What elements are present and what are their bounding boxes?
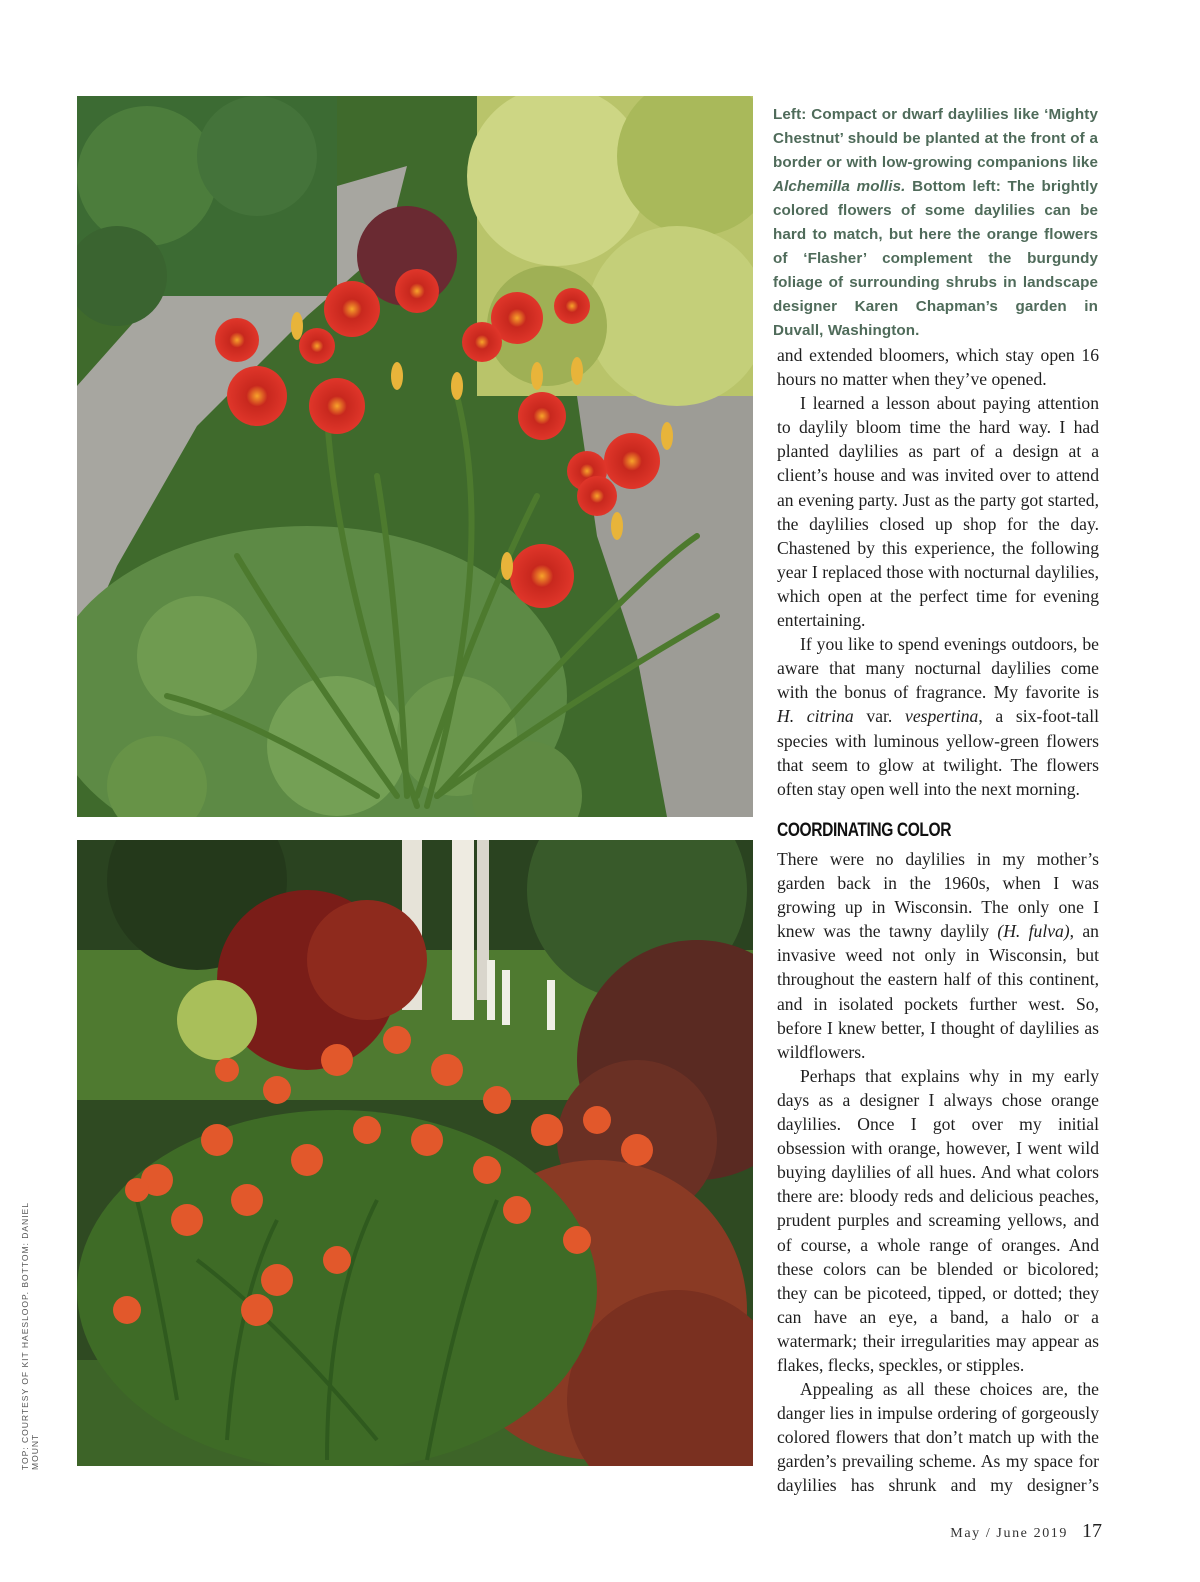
caption-text-2: Bottom left: The brightly colored flowers of some daylilies can be hard to match, but here the orange flowers of ‘Flasher’ complement the burgundy foliage of surrounding shrubs in landscape designer Karen Chapman’s garden in Duvall, Washington. (773, 178, 1098, 339)
paragraph-text: There were no daylilies in my mother’s garden back in the 1960s, when I was growing up in Wisconsin. The only one I knew was the tawny daylily (777, 849, 1099, 942)
page-number: 17 (1082, 1520, 1102, 1542)
photo-daylilies-flasher (77, 840, 753, 1466)
paragraph: Appealing as all these choices are, the danger lies in impulse ordering of gorgeously colored flowers that don’t match up with the garden’s prevailing scheme. As my space for daylilies has shrunk and my designer’s (777, 1379, 1099, 1496)
paragraph: I learned a lesson about paying attention to daylily bloom time the hard way. I had planted daylilies as part of a design at a client’s house and was invited over to attend an evening party. Just as the party got started, the daylilies closed up shop for the day. Chastened by this experience, the following year I replaced those with nocturnal daylilies, which open at the perfect time for evening entertaining. (777, 393, 1099, 631)
caption-text-1: Left: Compact or dwarf daylilies like ‘Mighty Chestnut’ should be planted at the front of a border or with low-growing companions like (773, 106, 1098, 171)
issue-date: May / June 2019 (950, 1526, 1068, 1541)
photo-daylilies-mighty-chestnut (77, 96, 753, 817)
paragraph (777, 632, 1099, 801)
photo-credit: TOP: COURTESY OF KIT HAESLOOP. BOTTOM: DANIEL MOUNT (20, 1202, 40, 1470)
species-name: vespertina (905, 706, 979, 727)
article-body-top (777, 343, 1099, 801)
photo-caption (773, 103, 1098, 343)
page-footer (950, 1520, 1102, 1543)
caption-italic-species: Alchemilla mollis. (773, 178, 906, 195)
paragraph-text: , a six-foot-tall species with luminous yellow-green flowers that seem to glow at twilight. The flowers often stay open well into the next morning. (777, 706, 1099, 799)
species-name: (H. fulva) (997, 921, 1070, 942)
article-body-bottom (777, 847, 1099, 1498)
species-name: H. citrina (777, 706, 854, 727)
paragraph: Perhaps that explains why in my early days as a designer I always chose orange daylilies. Once I got over my initial obsession with orange, however, I went wild buying daylilies of all hues. And what colors there are: bloody reds and delicious peaches, prudent purples and screaming yellows, and of course, a whole range of oranges. And these colors can be blended or bicolored; they can be picoteed, tipped, or dotted; they can have an eye, a band, a halo or a watermark; their irregularities may appear as flakes, flecks, speckles, or stipples. (777, 1065, 1099, 1375)
paragraph-text: var. (853, 706, 906, 727)
paragraph-text: If you like to spend evenings outdoors, be aware that many nocturnal daylilies come with the bonus of fragrance. My favorite is (777, 634, 1099, 703)
paragraph-text: , an invasive weed not only in Wisconsin, but throughout the eastern half of this continent, and in isolated pockets further west. So, before I knew better, I thought of daylilies as wildflowers. (777, 921, 1099, 1062)
paragraph: and extended bloomers, which stay open 16 hours no matter when they’ve opened. (777, 345, 1099, 390)
section-heading: COORDINATING COLOR (777, 820, 952, 841)
paragraph (777, 847, 1099, 1064)
